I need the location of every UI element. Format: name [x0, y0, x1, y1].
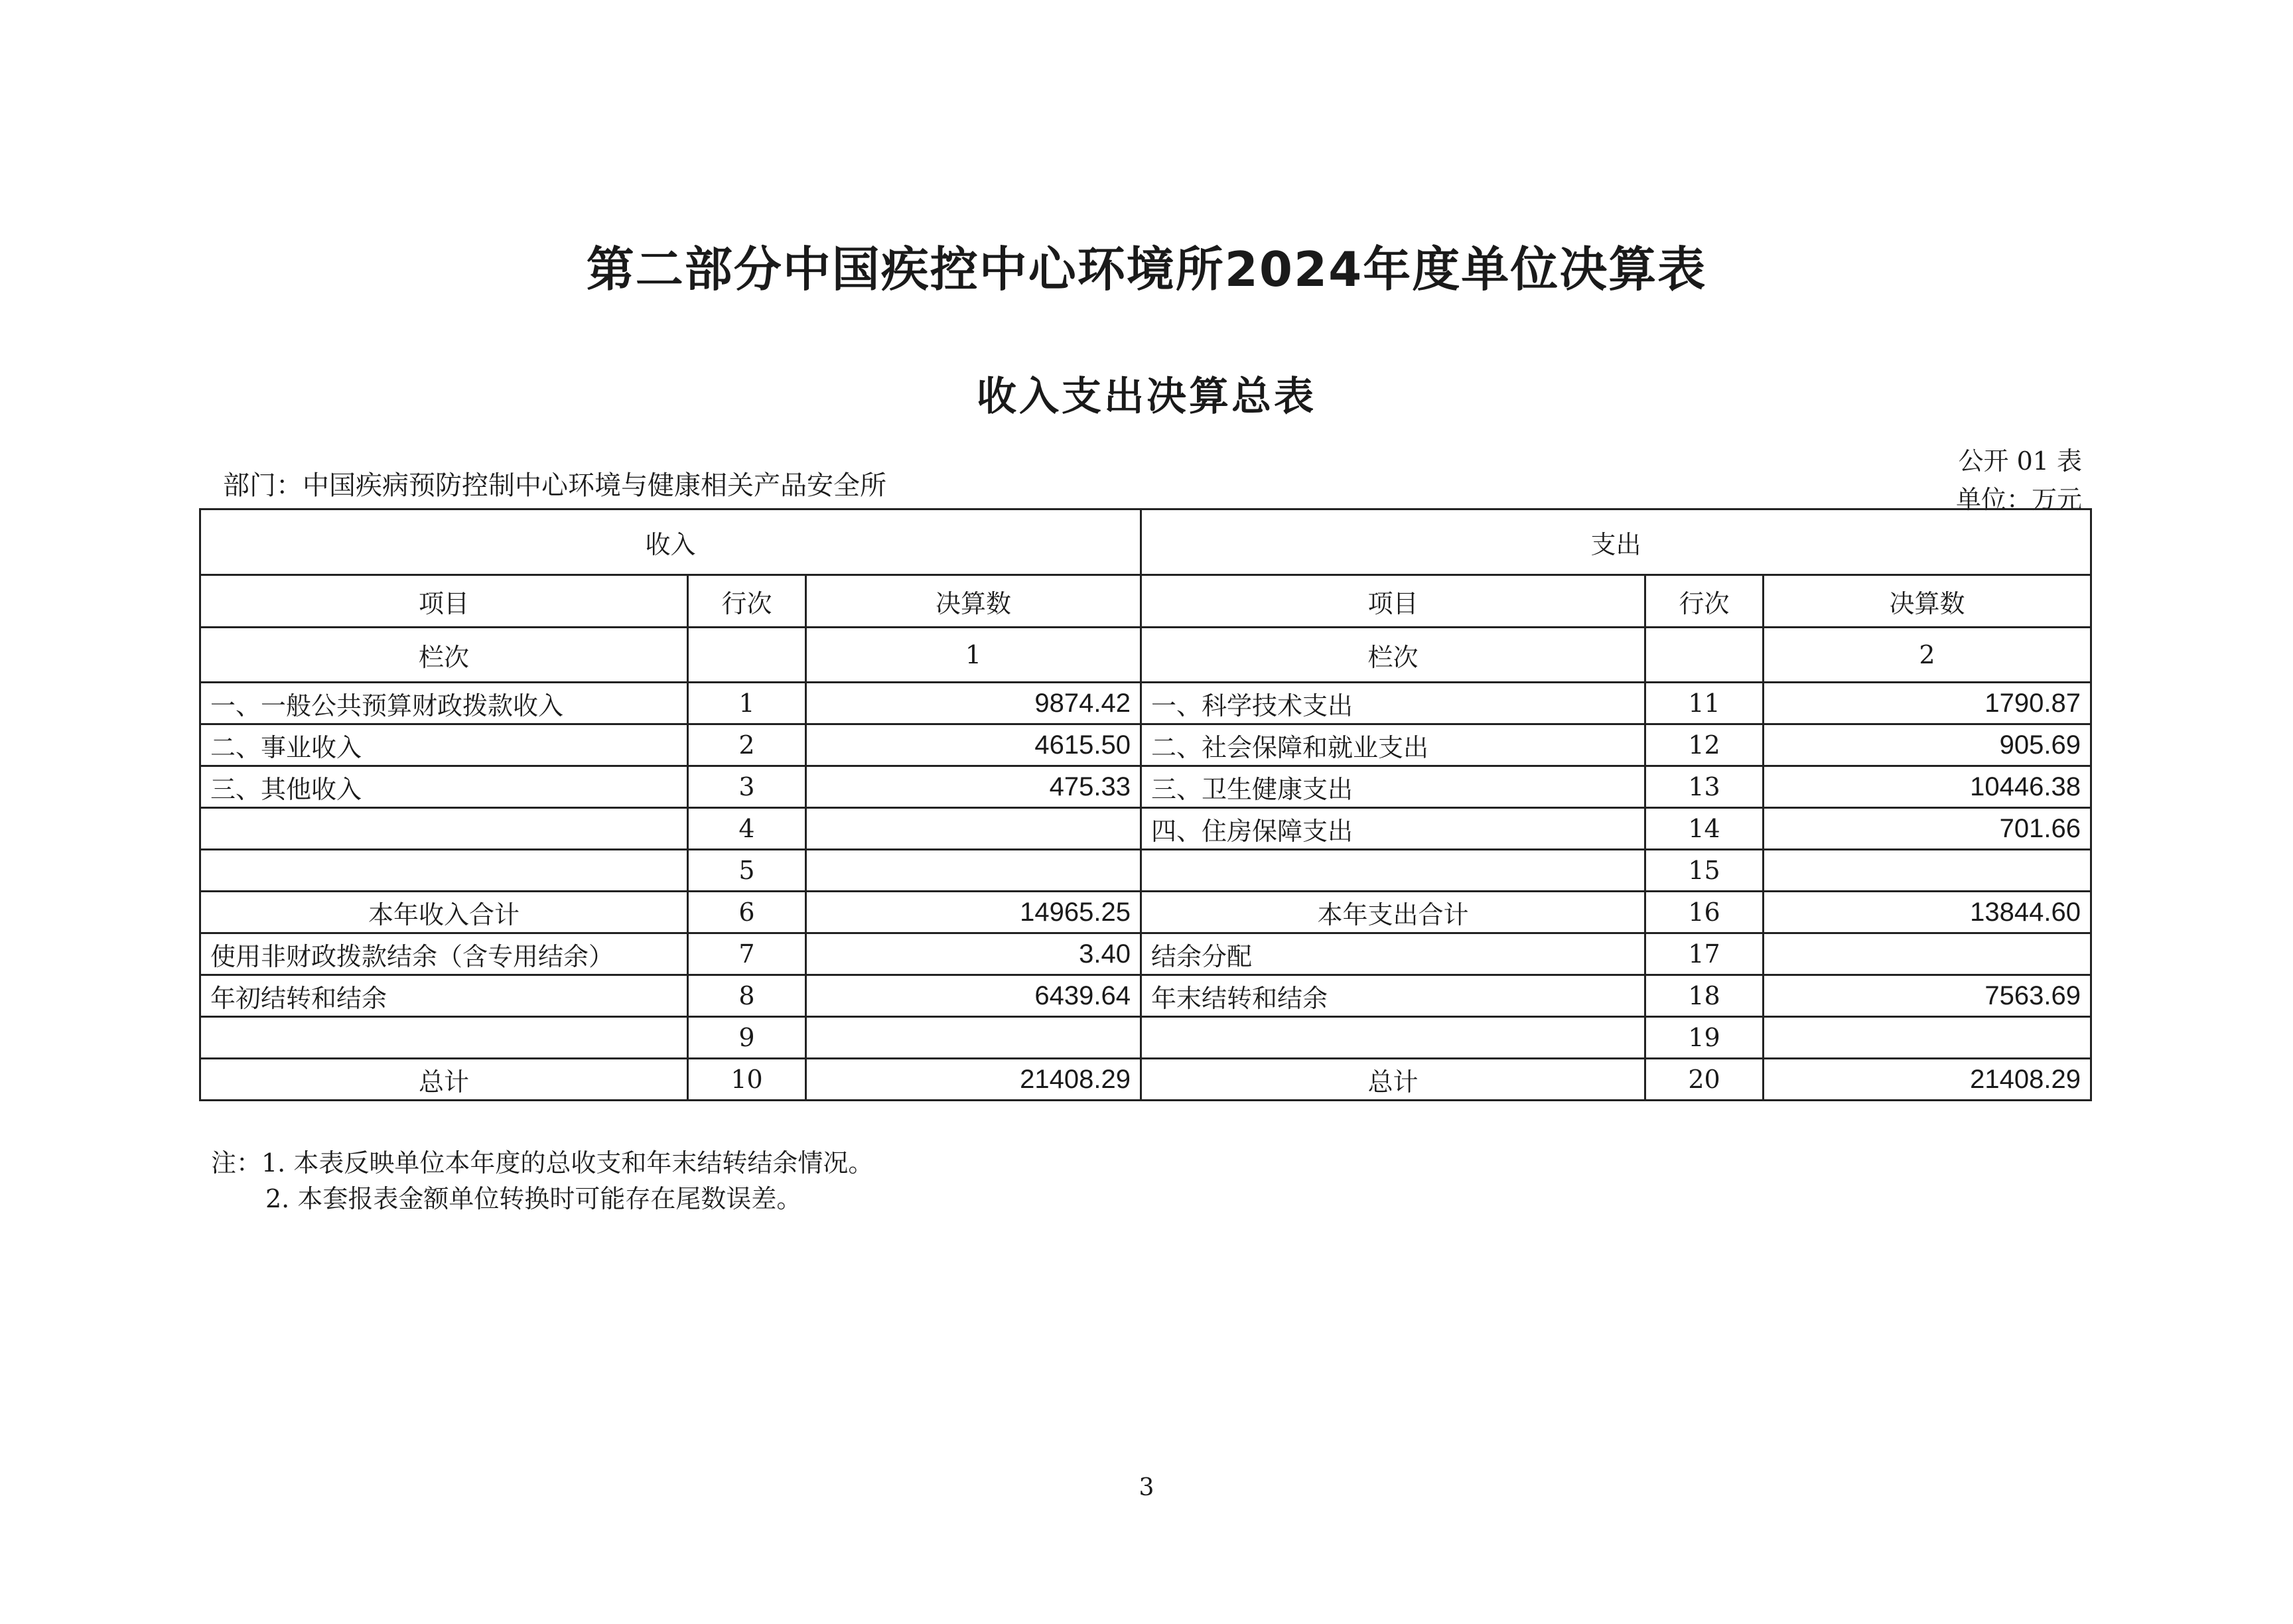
table-row	[200, 724, 2091, 766]
income-item-cell	[200, 850, 688, 892]
expense-item-cell	[1141, 1017, 1645, 1059]
expense-amount-cell	[1764, 850, 2091, 892]
table-column-header-row	[200, 575, 2091, 628]
table-row	[200, 892, 2091, 933]
expense-col-number: 2	[1764, 628, 2091, 683]
expense-amount-cell: 13844.60	[1764, 892, 2091, 933]
income-row-cell: 7	[688, 933, 806, 975]
table-group-header-row	[200, 509, 2091, 575]
income-item-cell: 年初结转和结余	[200, 975, 688, 1017]
expense-seq-empty	[1645, 628, 1764, 683]
income-item-cell: 本年收入合计	[200, 892, 688, 933]
income-item-cell: 使用非财政拨款结余（含专用结余）	[200, 933, 688, 975]
income-item-cell: 一、一般公共预算财政拨款收入	[200, 683, 688, 724]
income-item-header: 项目	[200, 575, 688, 628]
income-row-header: 行次	[688, 575, 806, 628]
expense-item-cell: 总计	[1141, 1059, 1645, 1101]
income-amount-cell	[806, 1017, 1141, 1059]
table-row	[200, 1059, 2091, 1101]
expense-amount-cell: 1790.87	[1764, 683, 2091, 724]
expense-item-cell: 二、社会保障和就业支出	[1141, 724, 1645, 766]
income-col-number: 1	[806, 628, 1141, 683]
expense-item-cell: 本年支出合计	[1141, 892, 1645, 933]
expense-amount-cell	[1764, 933, 2091, 975]
expense-item-cell: 四、住房保障支出	[1141, 808, 1645, 850]
income-amount-cell: 475.33	[806, 766, 1141, 808]
expense-row-cell: 12	[1645, 724, 1764, 766]
department-label: 部门：中国疾病预防控制中心环境与健康相关产品安全所	[223, 470, 886, 501]
note-1: 注：1. 本表反映单位本年度的总收支和年末结转结余情况。	[211, 1148, 874, 1178]
income-item-cell	[200, 1017, 688, 1059]
expense-row-cell: 11	[1645, 683, 1764, 724]
income-row-cell: 10	[688, 1059, 806, 1101]
expense-row-cell: 15	[1645, 850, 1764, 892]
expense-item-cell	[1141, 850, 1645, 892]
income-row-cell: 3	[688, 766, 806, 808]
income-item-cell	[200, 808, 688, 850]
income-amount-cell	[806, 808, 1141, 850]
expense-row-cell: 13	[1645, 766, 1764, 808]
expense-amount-cell: 701.66	[1764, 808, 2091, 850]
table-row	[200, 933, 2091, 975]
income-header: 收入	[200, 509, 1141, 575]
table-row	[200, 766, 2091, 808]
table-row	[200, 850, 2091, 892]
expense-item-cell: 结余分配	[1141, 933, 1645, 975]
income-amount-cell: 9874.42	[806, 683, 1141, 724]
expense-amount-header: 决算数	[1764, 575, 2091, 628]
table-row	[200, 683, 2091, 724]
table-row	[200, 808, 2091, 850]
income-item-cell: 三、其他收入	[200, 766, 688, 808]
income-expense-table	[199, 508, 2092, 1101]
expense-row-cell: 18	[1645, 975, 1764, 1017]
page-title: 第二部分中国疾控中心环境所2024年度单位决算表	[586, 241, 1707, 297]
table-row	[200, 975, 2091, 1017]
income-row-cell: 2	[688, 724, 806, 766]
income-row-cell: 8	[688, 975, 806, 1017]
income-row-cell: 6	[688, 892, 806, 933]
table-title: 收入支出决算总表	[977, 373, 1316, 420]
income-item-cell: 总计	[200, 1059, 688, 1101]
income-amount-cell: 3.40	[806, 933, 1141, 975]
income-amount-header: 决算数	[806, 575, 1141, 628]
income-row-cell: 1	[688, 683, 806, 724]
expense-row-cell: 19	[1645, 1017, 1764, 1059]
expense-amount-cell: 7563.69	[1764, 975, 2091, 1017]
expense-header: 支出	[1141, 509, 2091, 575]
expense-amount-cell: 905.69	[1764, 724, 2091, 766]
expense-row-header: 行次	[1645, 575, 1764, 628]
expense-amount-cell: 21408.29	[1764, 1059, 2091, 1101]
income-amount-cell	[806, 850, 1141, 892]
income-amount-cell: 21408.29	[806, 1059, 1141, 1101]
expense-row-cell: 16	[1645, 892, 1764, 933]
income-row-cell: 4	[688, 808, 806, 850]
income-row-cell: 5	[688, 850, 806, 892]
unit-label: 单位：万元	[1955, 485, 2082, 514]
expense-amount-cell: 10446.38	[1764, 766, 2091, 808]
expense-item-cell: 一、科学技术支出	[1141, 683, 1645, 724]
table-column-number-row	[200, 628, 2091, 683]
expense-item-header: 项目	[1141, 575, 1645, 628]
expense-seq-label: 栏次	[1141, 628, 1645, 683]
income-item-cell: 二、事业收入	[200, 724, 688, 766]
income-seq-empty	[688, 628, 806, 683]
form-number: 公开 01 表	[1958, 446, 2082, 476]
income-seq-label: 栏次	[200, 628, 688, 683]
expense-item-cell: 三、卫生健康支出	[1141, 766, 1645, 808]
expense-item-cell: 年末结转和结余	[1141, 975, 1645, 1017]
table-row	[200, 1017, 2091, 1059]
income-amount-cell: 6439.64	[806, 975, 1141, 1017]
income-amount-cell: 14965.25	[806, 892, 1141, 933]
expense-row-cell: 17	[1645, 933, 1764, 975]
expense-row-cell: 20	[1645, 1059, 1764, 1101]
expense-amount-cell	[1764, 1017, 2091, 1059]
income-row-cell: 9	[688, 1017, 806, 1059]
income-amount-cell: 4615.50	[806, 724, 1141, 766]
expense-row-cell: 14	[1645, 808, 1764, 850]
page-number: 3	[1139, 1474, 1154, 1501]
note-2: 2. 本套报表金额单位转换时可能存在尾数误差。	[265, 1184, 802, 1213]
